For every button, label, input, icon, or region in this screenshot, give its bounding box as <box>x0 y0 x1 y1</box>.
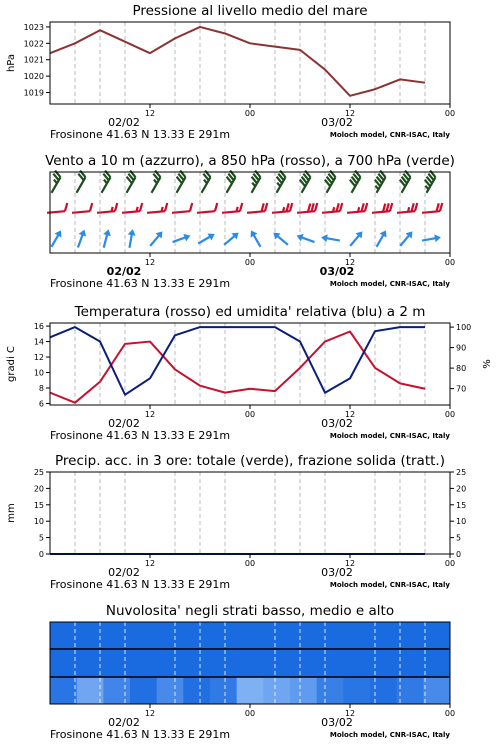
cloud-cell <box>130 622 157 649</box>
barb-half-feather <box>161 207 163 212</box>
wind-barb-700hPa <box>420 171 437 193</box>
x-tick-label: 00 <box>444 258 456 267</box>
cloud-cell <box>183 622 210 649</box>
location-label: Frosinone 41.63 N 13.33 E 291m <box>50 728 231 741</box>
barb-feather <box>114 203 118 211</box>
wind-barb-700hPa <box>395 171 412 193</box>
cloud-cell <box>130 677 157 704</box>
wind-arrow-10m <box>222 230 242 248</box>
y-tick-label: 5 <box>38 533 44 543</box>
cloud-cell <box>50 677 77 704</box>
x-tick-label: 12 <box>144 109 156 118</box>
barb-feather <box>64 203 68 211</box>
arrow-head <box>103 228 112 236</box>
cloud-cell <box>183 649 210 677</box>
x-tick-label: 12 <box>344 559 356 568</box>
plot-frame <box>50 472 450 554</box>
location-label: Frosinone 41.63 N 13.33 E 291m <box>50 277 231 290</box>
y-axis-label: gradi C <box>6 346 17 382</box>
y-tick-label: 10 <box>33 517 44 527</box>
y-tick-label: 12 <box>33 353 44 363</box>
arrow-head <box>295 232 303 242</box>
model-credit: Moloch model, CNR-ISAC, Italy <box>329 432 450 440</box>
cloud-cell <box>397 622 424 649</box>
x-tick-label: 12 <box>344 258 356 267</box>
cloud-cell <box>50 622 77 649</box>
cloud-cell <box>130 649 157 677</box>
arrow-shaft <box>350 234 360 245</box>
arrow-head <box>380 228 390 237</box>
arrow-shaft <box>377 234 385 247</box>
wind-barb-700hPa <box>95 171 112 193</box>
barb-feather <box>289 203 293 211</box>
barb-feather <box>414 203 418 211</box>
arrow-shaft <box>300 237 314 242</box>
wind-barb-700hPa <box>320 171 337 193</box>
cloud-cell <box>263 649 290 677</box>
y-tick-label: 0 <box>38 550 44 559</box>
cloud-cell <box>423 622 450 649</box>
wind-arrow-10m <box>100 228 113 248</box>
arrow-shaft <box>78 233 83 247</box>
cloud-cell <box>50 649 77 677</box>
y-tick-label: 1021 <box>23 55 44 65</box>
barb-feather <box>239 203 243 211</box>
date-label: 02/02 <box>108 116 140 129</box>
cloud-cell <box>343 622 370 649</box>
arrow-head <box>128 228 137 235</box>
y-tick-label: 90 <box>456 343 467 353</box>
cloud-cell <box>157 622 184 649</box>
arrow-head <box>320 233 327 242</box>
arrow-shaft <box>104 233 108 247</box>
wind-barb-850hPa <box>146 203 168 213</box>
arrow-shaft <box>400 234 410 245</box>
y-axis-label-right: % <box>482 359 493 369</box>
panel-2 <box>6 304 493 442</box>
x-tick-label: 00 <box>244 258 256 267</box>
barb-half-feather <box>236 207 238 212</box>
wind-barb-700hPa <box>270 171 287 193</box>
x-tick-label: 00 <box>244 559 256 568</box>
wind-arrow-10m <box>248 228 264 248</box>
arrow-head <box>55 228 65 237</box>
barb-feather <box>389 203 393 211</box>
x-tick-label: 12 <box>344 709 356 718</box>
date-label: 02/02 <box>106 265 142 278</box>
wind-arrow-10m <box>373 228 389 248</box>
barb-feather <box>189 203 193 211</box>
wind-arrow-10m <box>125 228 136 248</box>
barb-feather <box>264 203 268 211</box>
barb-half-feather <box>358 207 360 212</box>
y-tick-label: 1019 <box>23 88 44 98</box>
cloud-cell <box>317 649 344 677</box>
cloud-cell <box>370 649 397 677</box>
cloud-cell <box>290 677 317 704</box>
wind-arrow-10m <box>271 230 291 248</box>
date-label: 03/02 <box>321 716 353 729</box>
barb-half-feather <box>408 207 410 212</box>
wind-barb-850hPa <box>246 203 268 213</box>
y-tick-label: 6 <box>38 399 44 409</box>
arrow-head <box>434 233 441 242</box>
barb-feather <box>339 203 343 211</box>
wind-barb-700hPa <box>45 171 62 193</box>
y-tick-label: 80 <box>456 364 467 374</box>
arrow-shaft <box>52 234 60 247</box>
arrow-shaft <box>150 234 160 245</box>
cloud-cell <box>237 649 264 677</box>
humidity-line <box>50 327 425 395</box>
wind-arrow-10m <box>196 231 216 247</box>
cloud-cell <box>183 677 210 704</box>
barb-half-feather <box>136 207 138 212</box>
arrow-shaft <box>129 233 132 248</box>
cloud-cell <box>290 649 317 677</box>
y-tick-label: 8 <box>38 383 44 393</box>
barb-feather <box>364 203 368 211</box>
panel-title: Temperatura (rosso) ed umidita' relativa (blu) a 2 m <box>74 304 426 320</box>
wind-barb-700hPa <box>70 171 87 193</box>
x-tick-label: 00 <box>444 109 456 118</box>
panel-title: Vento a 10 m (azzurro), a 850 hPa (rosso), a 700 hPa (verde) <box>45 153 455 169</box>
x-tick-label: 12 <box>144 709 156 718</box>
x-tick-label: 12 <box>144 258 156 267</box>
model-credit: Moloch model, CNR-ISAC, Italy <box>329 280 450 288</box>
panel-1 <box>45 153 456 290</box>
cloud-cell <box>397 677 424 704</box>
x-tick-label: 12 <box>344 109 356 118</box>
arrow-head <box>183 232 191 242</box>
date-label: 02/02 <box>108 417 140 430</box>
barb-shaft <box>172 211 190 213</box>
cloud-cell <box>423 677 450 704</box>
barb-half-feather <box>283 207 285 212</box>
arrow-head <box>207 231 216 241</box>
y-tick-label: 14 <box>33 337 44 347</box>
wind-barb-700hPa <box>220 171 237 193</box>
wind-barb-700hPa <box>345 171 362 193</box>
cloud-cell <box>103 677 130 704</box>
y-tick-label: 20 <box>456 484 467 494</box>
y-tick-label: 15 <box>456 500 467 510</box>
y-tick-label: 100 <box>456 323 472 333</box>
barb-shaft <box>197 211 215 213</box>
y-tick-label: 25 <box>33 468 44 477</box>
x-tick-label: 12 <box>144 559 156 568</box>
y-tick-label: 10 <box>456 517 467 527</box>
y-tick-label: 1022 <box>23 39 44 49</box>
cloud-cell <box>103 622 130 649</box>
barb-feather <box>139 203 143 211</box>
date-label: 02/02 <box>108 716 140 729</box>
barb-feather <box>164 203 168 211</box>
wind-barb-700hPa <box>295 171 312 193</box>
x-tick-label: 00 <box>444 559 456 568</box>
y-tick-label: 20 <box>33 484 44 494</box>
y-tick-label: 15 <box>33 500 44 510</box>
arrow-shaft <box>253 234 261 247</box>
pressure-line <box>50 27 425 96</box>
x-tick-label: 12 <box>144 410 156 419</box>
model-credit: Moloch model, CNR-ISAC, Italy <box>329 581 450 589</box>
y-axis-label: hPa <box>6 53 17 73</box>
x-tick-label: 00 <box>244 109 256 118</box>
location-label: Frosinone 41.63 N 13.33 E 291m <box>50 128 231 141</box>
wind-barb-700hPa <box>170 171 187 193</box>
cloud-cell <box>343 677 370 704</box>
y-tick-label: 70 <box>456 384 467 394</box>
arrow-head <box>79 228 89 236</box>
barb-feather <box>314 203 318 211</box>
arrow-head <box>248 228 258 237</box>
wind-barb-700hPa <box>370 171 387 193</box>
cloud-cell <box>317 677 344 704</box>
barb-feather <box>214 203 218 211</box>
location-label: Frosinone 41.63 N 13.33 E 291m <box>50 578 231 591</box>
wind-arrow-10m <box>421 233 441 244</box>
y-tick-label: 16 <box>33 322 44 332</box>
date-label: 02/02 <box>108 566 140 579</box>
x-tick-label: 00 <box>444 709 456 718</box>
model-credit: Moloch model, CNR-ISAC, Italy <box>329 131 450 139</box>
date-label: 03/02 <box>321 417 353 430</box>
date-label: 03/02 <box>321 116 353 129</box>
x-tick-label: 00 <box>444 410 456 419</box>
cloud-cell <box>157 649 184 677</box>
cloud-cell <box>237 677 264 704</box>
cloud-cell <box>397 649 424 677</box>
cloud-cell <box>210 622 237 649</box>
wind-arrow-10m <box>147 229 165 249</box>
wind-arrow-10m <box>171 232 192 246</box>
arrow-shaft <box>224 235 235 245</box>
cloud-cell <box>263 622 290 649</box>
arrow-shaft <box>276 235 287 245</box>
cloud-cell <box>103 649 130 677</box>
barb-feather <box>89 203 93 211</box>
wind-arrow-10m <box>295 232 316 246</box>
cloud-cell <box>370 677 397 704</box>
location-label: Frosinone 41.63 N 13.33 E 291m <box>50 429 231 442</box>
cloud-cell <box>290 622 317 649</box>
wind-barb-700hPa <box>195 171 212 193</box>
cloud-cell <box>370 622 397 649</box>
wind-arrow-10m <box>320 233 340 244</box>
y-tick-label: 0 <box>456 550 462 559</box>
cloud-cell <box>423 649 450 677</box>
arrow-shaft <box>325 238 340 241</box>
wind-barb-700hPa <box>120 171 137 193</box>
panel-title: Nuvolosita' negli strati basso, medio e alto <box>105 603 395 619</box>
wind-barb-850hPa <box>346 203 368 213</box>
model-credit: Moloch model, CNR-ISAC, Italy <box>329 731 450 739</box>
panel-title: Pressione al livello medio del mare <box>132 3 368 19</box>
y-tick-label: 5 <box>456 533 462 543</box>
y-tick-label: 25 <box>456 468 467 477</box>
arrow-shaft <box>422 238 437 241</box>
x-tick-label: 00 <box>244 709 256 718</box>
cloud-cell <box>317 622 344 649</box>
date-label: 03/02 <box>321 566 353 579</box>
x-tick-label: 12 <box>344 410 356 419</box>
date-label: 03/02 <box>319 265 355 278</box>
cloud-cell <box>343 649 370 677</box>
wind-barb-700hPa <box>145 171 162 193</box>
cloud-cell <box>210 677 237 704</box>
y-tick-label: 1020 <box>23 72 44 82</box>
wind-arrow-10m <box>48 228 64 248</box>
wind-barb-700hPa <box>245 171 262 193</box>
cloud-cell <box>237 622 264 649</box>
wind-arrow-10m <box>74 228 88 249</box>
y-tick-label: 10 <box>33 368 44 378</box>
y-tick-label: 1023 <box>23 22 44 32</box>
barb-feather <box>439 203 443 211</box>
cloud-cell <box>157 677 184 704</box>
barb-half-feather <box>333 207 335 212</box>
y-axis-label: mm <box>6 503 17 523</box>
panel-title: Precip. acc. in 3 ore: totale (verde), frazione solida (tratt.) <box>55 453 445 469</box>
panel-0 <box>6 3 455 141</box>
panel-3 <box>6 453 466 591</box>
x-tick-label: 00 <box>244 410 256 419</box>
cloud-cell <box>263 677 290 704</box>
wind-arrow-10m <box>347 229 365 249</box>
panel-4 <box>50 603 455 741</box>
barb-half-feather <box>111 207 113 212</box>
cloud-cell <box>210 649 237 677</box>
barb-shaft <box>72 211 90 213</box>
